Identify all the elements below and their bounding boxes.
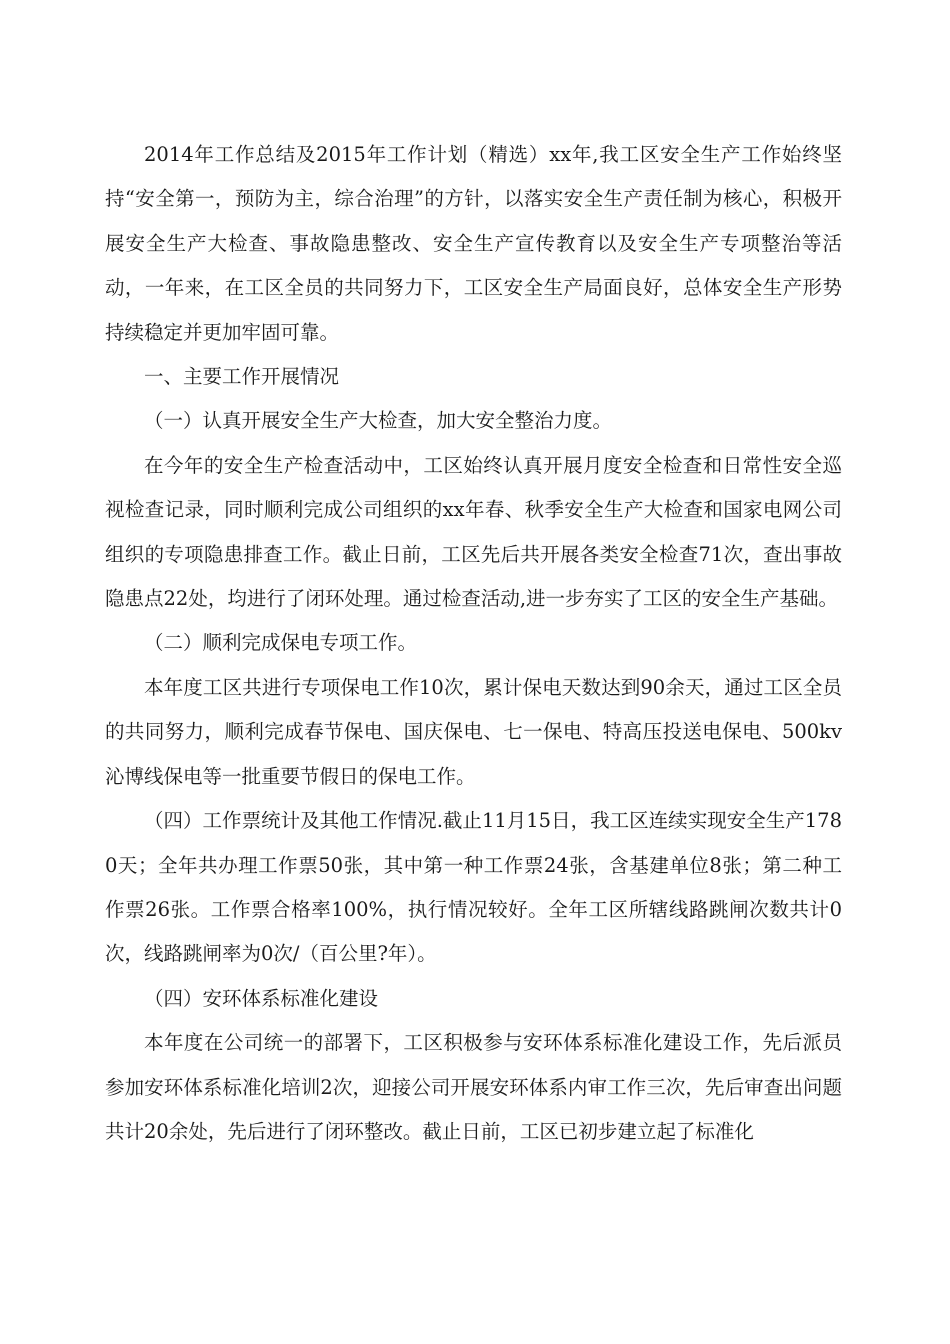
subheading-safety-inspection: （一）认真开展安全生产大检查，加大安全整治力度。 xyxy=(144,409,613,433)
document-body xyxy=(105,133,842,1154)
paragraph-work-ticket-stats: （四）工作票统计及其他工作情况.截止11月15日，我工区连续实现安全生产1780天；全年共办理工作票50张，其中第一种工作票24张，含基建单位8张；第二种工作票26张。工作票合格率100%，执行情况较好。全年工区所辖线路跳闸次数共计0次，线路跳闸率为0次/（百公里?年）。 xyxy=(105,809,842,966)
paragraph-standardization: 本年度在公司统一的部署下，工区积极参与安环体系标准化建设工作，先后派员参加安环体系标准化培训2次，迎接公司开展安环体系内审工作三次，先后审查出问题共计20余处，先后进行了闭环整改。截止日前，工区已初步建立起了标准化 xyxy=(105,1031,842,1143)
subheading-power-protection: （二）顺利完成保电专项工作。 xyxy=(144,631,418,655)
paragraph-safety-inspection: 在今年的安全生产检查活动中，工区始终认真开展月度安全检查和日常性安全巡视检查记录，同时顺利完成公司组织的xx年春、秋季安全生产大检查和国家电网公司组织的专项隐患排查工作。截止日前，工区先后共开展各类安全检查71次，查出事故隐患点22处，均进行了闭环处理。通过检查活动,进一步夯实了工区的安全生产基础。 xyxy=(105,453,842,611)
paragraph-intro: 2014年工作总结及2015年工作计划（精选）xx年,我工区安全生产工作始终坚持“安全第一，预防为主，综合治理”的方针，以落实安全生产责任制为核心，积极开展安全生产大检查、事故隐患整改、安全生产宣传教育以及安全生产专项整治等活动，一年来，在工区全员的共同努力下，工区安全生产局面良好，总体安全生产形势持续稳定并更加牢固可靠。 xyxy=(105,143,842,344)
section-heading-main-work: 一、主要工作开展情况 xyxy=(144,365,340,389)
paragraph-power-protection: 本年度工区共进行专项保电工作10次，累计保电天数达到90余天，通过工区全员的共同努力，顺利完成春节保电、国庆保电、七一保电、特高压投送电保电、500kv沁博线保电等一批重要节假日的保电工作。 xyxy=(105,675,842,788)
subheading-standardization: （四）安环体系标准化建设 xyxy=(144,986,379,1010)
